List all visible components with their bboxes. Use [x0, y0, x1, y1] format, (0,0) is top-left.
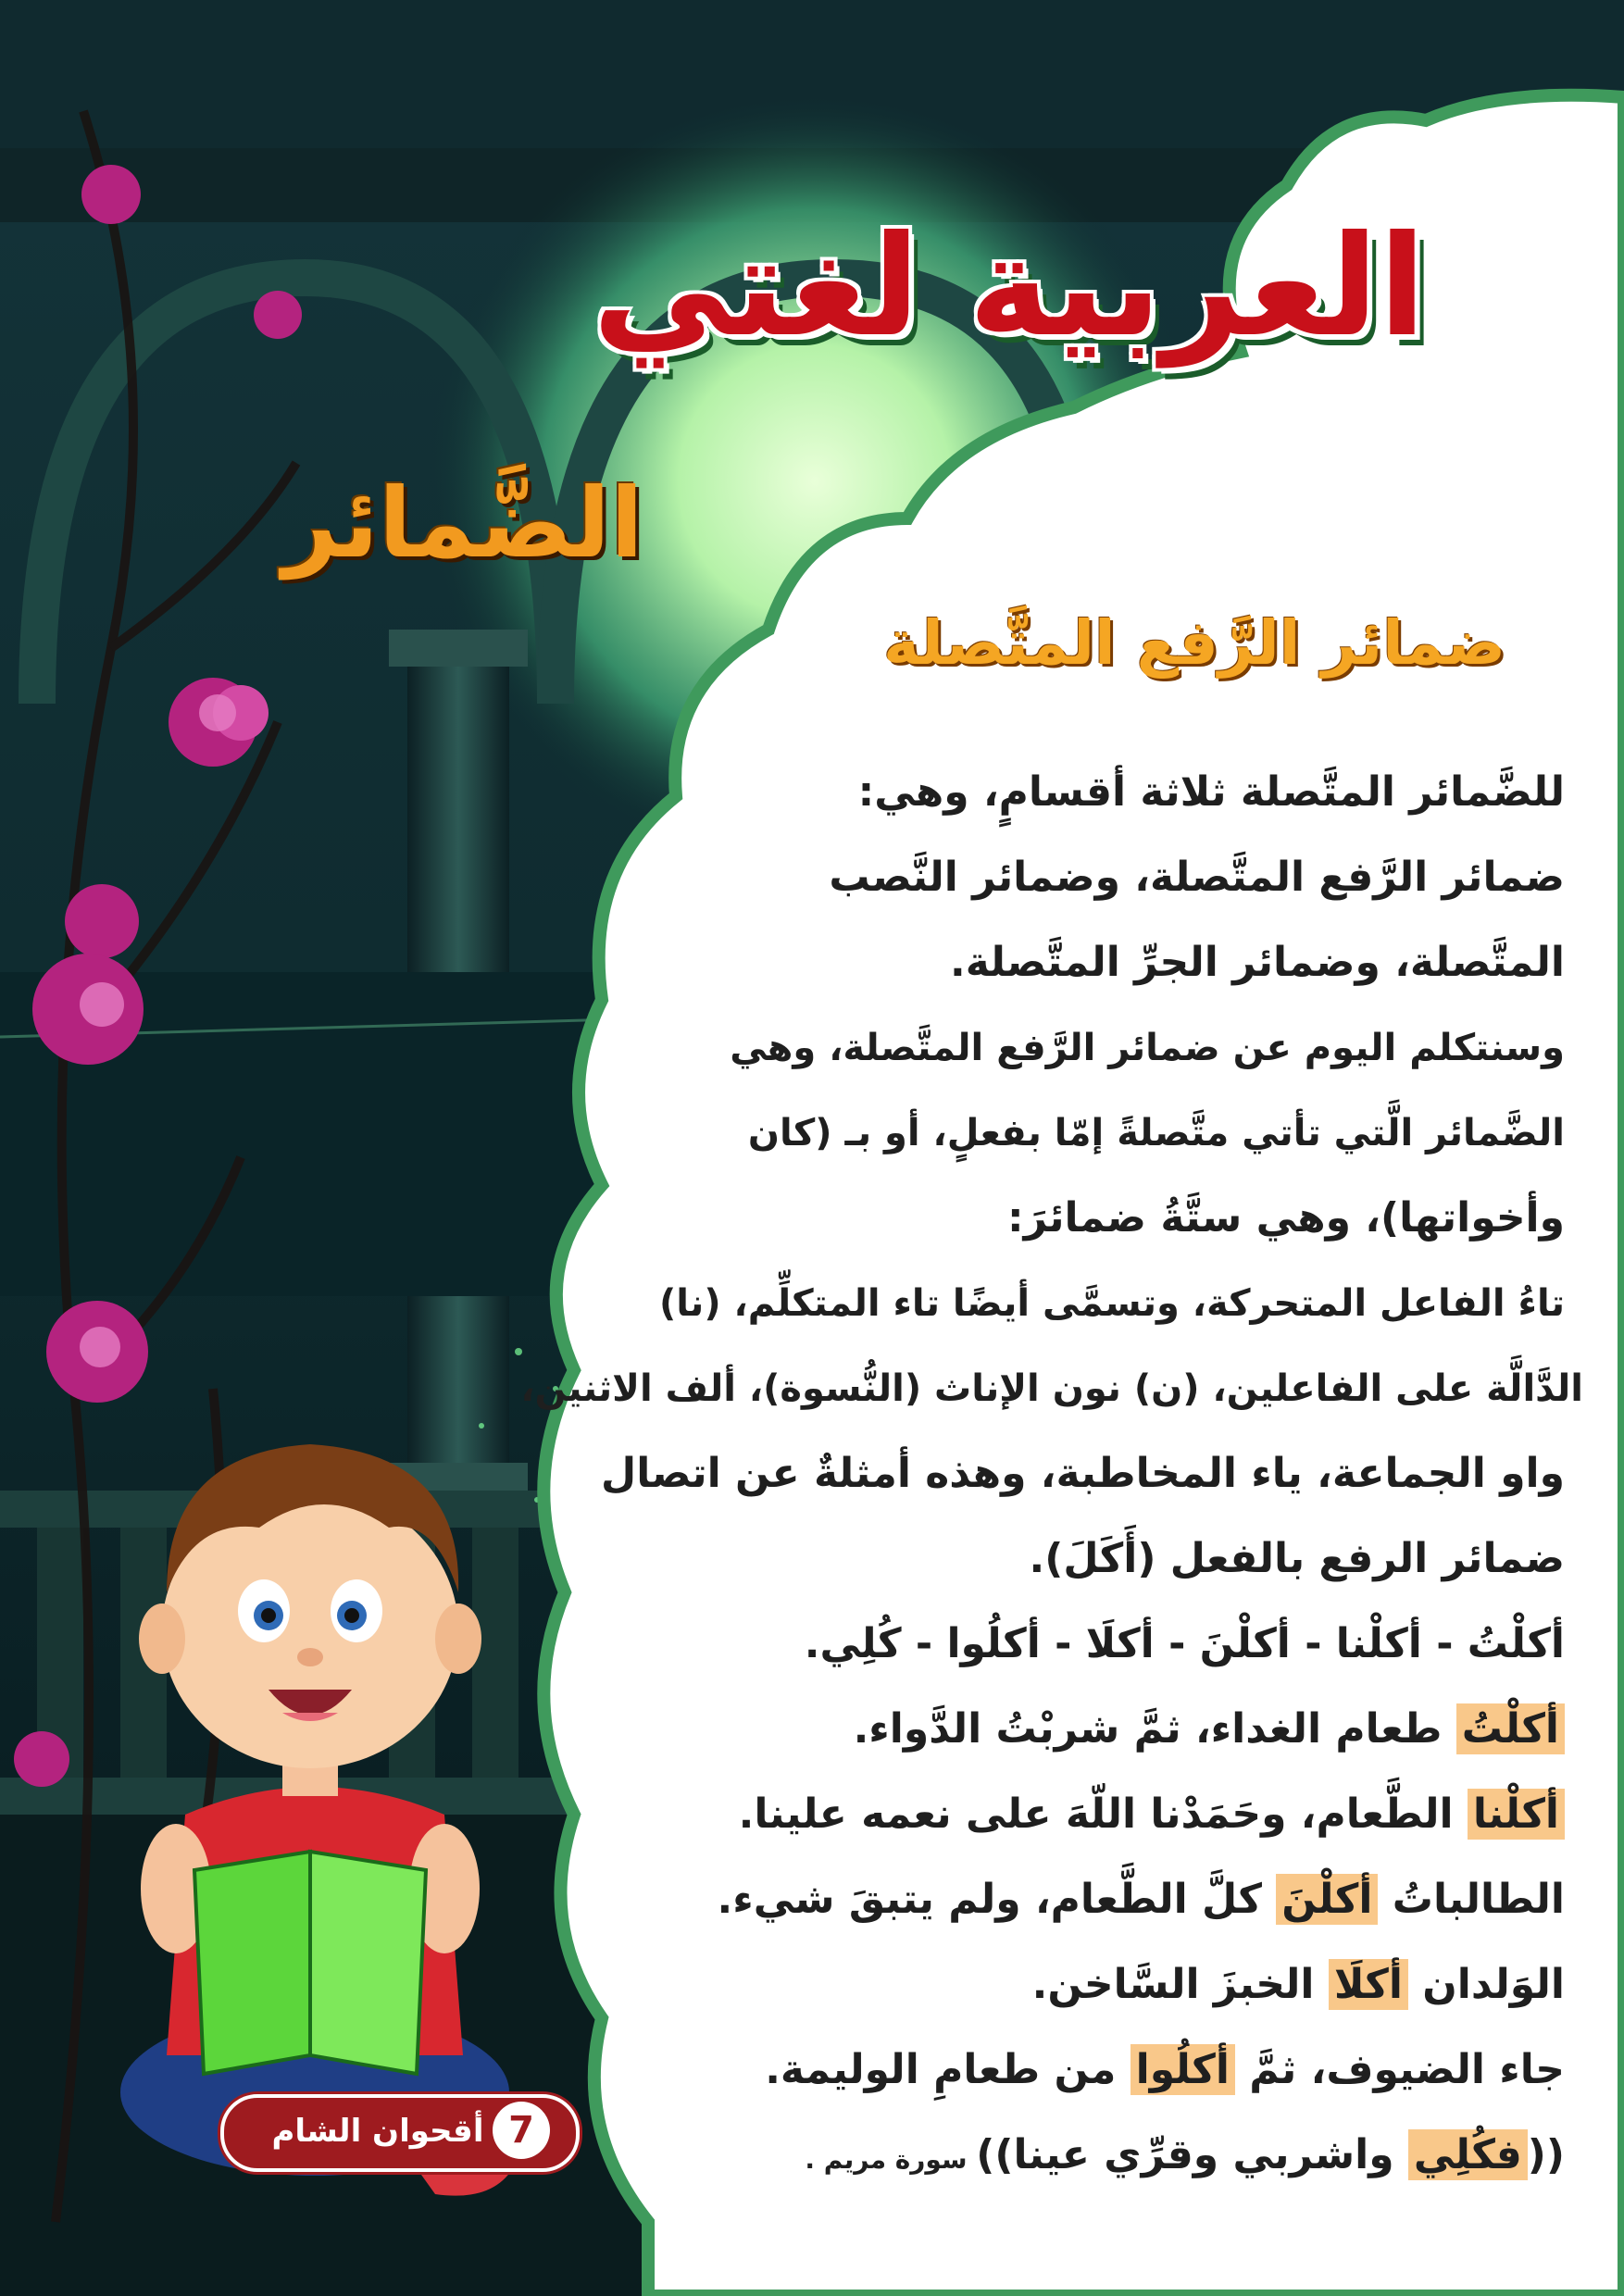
highlighted-verb: أكلَا [1329, 1959, 1408, 2010]
lesson-body [520, 750, 1583, 2198]
example-sentence [546, 1687, 1565, 1772]
example-rest: الخبزَ السَّاخن. [1031, 1961, 1329, 2008]
example-before: الطالباتُ [1378, 1876, 1565, 1923]
body-line: ضمائر الرفع بالفعل (أَكَلَ). [1029, 1535, 1565, 1582]
example-rest: الطَّعام، وحَمَدْنا اللّهَ على نعمه علينا. [738, 1791, 1468, 1838]
example-rest: كلَّ الطَّعام، ولم يتبقَ شيء. [717, 1876, 1277, 1923]
quote-open-mark: (( [1527, 2131, 1565, 2178]
example-rest: طعام الغداء، ثمَّ شربْتُ الدَّواء. [853, 1705, 1456, 1753]
highlighted-verb: فكُلِي [1408, 2129, 1528, 2180]
body-line: وأخواتها)، وهي ستَّةُ ضمائرَ: [1007, 1194, 1565, 1242]
highlighted-verb: أكلْتُ [1456, 1703, 1565, 1754]
example-before: الوَلدان [1407, 1961, 1565, 2008]
quote-close-mark: )) [976, 2131, 1014, 2178]
body-line: تاءُ الفاعل المتحركة، وتسمَّى أيضًا تاء المتكلِّم، (نا) [659, 1282, 1565, 1325]
section-heading: ضمائر الرَّفع المتَّصلة [883, 607, 1505, 679]
conjugation-line: أكلْتُ - أكلْنا - أكلْنَ - أكلَا - أكلُوا - كُلِي. [804, 1620, 1565, 1667]
magazine-title: العربية لغتي [592, 206, 1427, 368]
body-line: وسنتكلم اليوم عن ضمائر الرَّفع المتَّصلة، وهي [730, 1027, 1565, 1069]
body-line: المتَّصلة، وضمائر الجرِّ المتَّصلة. [950, 939, 1565, 986]
lesson-title: الضَّمائر [282, 467, 643, 580]
highlighted-verb: أكلْنا [1468, 1789, 1565, 1840]
example-before: جاء الضيوف، ثمَّ [1234, 2046, 1565, 2093]
quote-source: سورة مريم . [805, 2144, 977, 2175]
example-rest: من طعامِ الوليمة. [765, 2046, 1131, 2093]
example-sentence [546, 2028, 1565, 2113]
body-line: واو الجماعة، ياء المخاطبة، وهذه أمثلةٌ عن اتصال [601, 1450, 1565, 1497]
body-line: الضَّمائر الَّتي تأتي متَّصلةً إمّا بفعلٍ، أو بـ (كان [747, 1112, 1565, 1154]
example-sentence [546, 1772, 1565, 1857]
body-line: للضَّمائر المتَّصلة ثلاثة أقسامٍ، وهي: [857, 768, 1565, 816]
quote-text: واشربي وقرِّي عينا [1013, 2131, 1408, 2178]
example-sentence [546, 1942, 1565, 2028]
quran-quote [546, 2113, 1565, 2198]
page-number: 7 [508, 2109, 534, 2152]
magazine-name: أقحوان الشام [271, 2113, 484, 2150]
example-sentence [546, 1857, 1565, 1942]
body-line: ضمائر الرَّفع المتَّصلة، وضمائر النَّصب [829, 854, 1565, 901]
highlighted-verb: أكلْنَ [1276, 1874, 1378, 1925]
highlighted-verb: أكلُوا [1131, 2044, 1235, 2095]
body-line: الدَّالَّة على الفاعلين، (ن) نون الإناث (النُّسوة)، ألف الاثنين، [520, 1367, 1583, 1410]
